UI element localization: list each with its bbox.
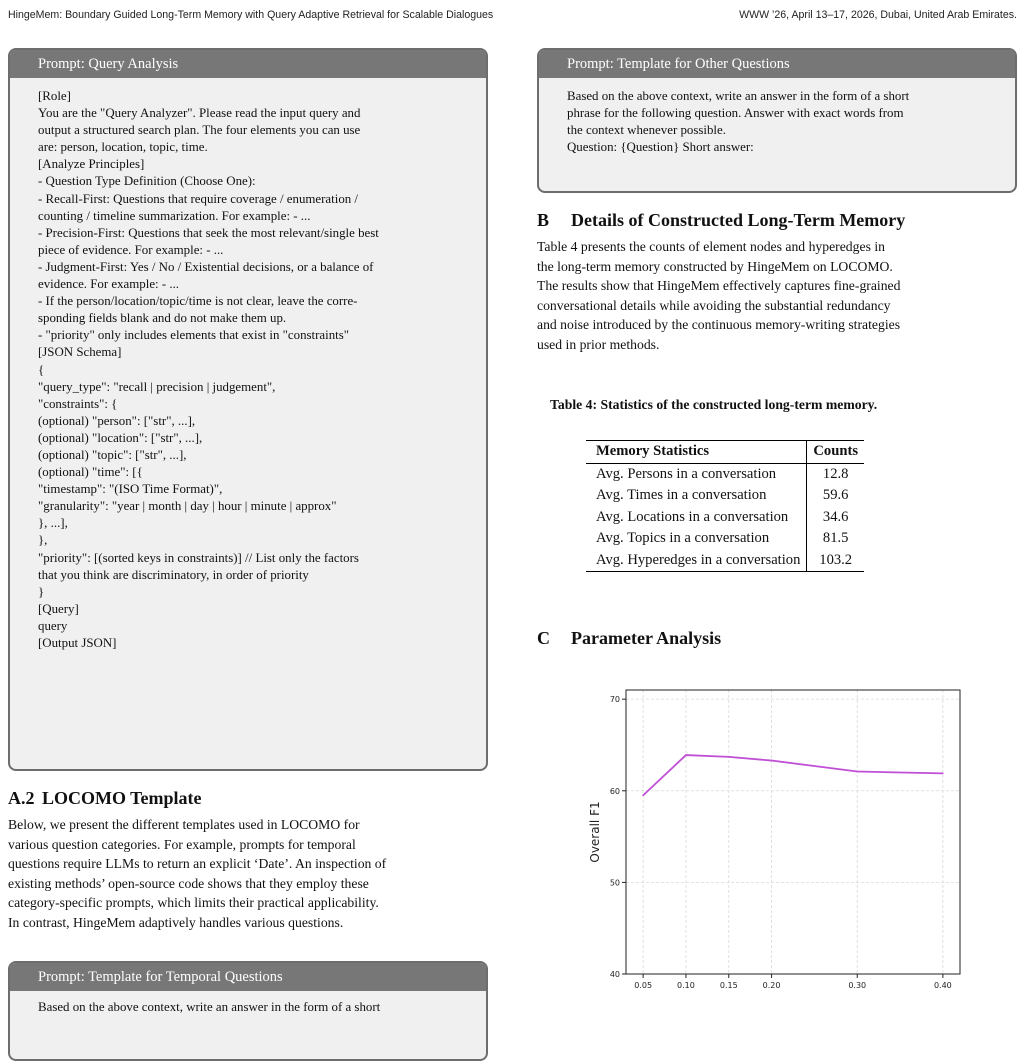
paragraph-line: Below, we present the different templates used in LOCOMO for xyxy=(8,817,360,832)
table-row xyxy=(586,485,864,507)
parameter-analysis-chart-svg xyxy=(573,680,973,1000)
prompt-line: output a structured search plan. The four elements you can use xyxy=(38,123,361,138)
data-point xyxy=(856,771,858,773)
prompt-line: [Query] xyxy=(38,601,79,616)
table-cell-statistic: Avg. Persons in a conversation xyxy=(596,465,777,482)
prompt-line: }, xyxy=(38,533,48,548)
temporal-prompt-box xyxy=(8,961,488,1061)
table-cell-statistic: Avg. Locations in a conversation xyxy=(596,508,789,525)
prompt-line: - Precision-First: Questions that seek the most relevant/single best xyxy=(38,225,379,240)
y-tick-label: 60 xyxy=(609,786,620,796)
prompt-line: "granularity": "year | month | day | hour | minute | approx" xyxy=(38,499,337,514)
prompt-line: evidence. For example: - ... xyxy=(38,277,180,292)
running-head-venue: WWW ’26, April 13–17, 2026, Dubai, United Arab Emirates. xyxy=(739,9,1017,21)
section-a2-number: A.2 xyxy=(8,788,35,808)
prompt-line: that you think are discriminatory, in order of priority xyxy=(38,567,309,582)
y-tick-label: 50 xyxy=(609,878,620,888)
section-b-paragraph xyxy=(537,237,1017,354)
section-a2-paragraph xyxy=(8,815,488,932)
table4-header-counts: Counts xyxy=(807,441,864,464)
table-cell-count: 59.6 xyxy=(807,485,864,507)
prompt-line: (optional) "location": ["str", ...], xyxy=(38,430,203,445)
prompt-line: phrase for the following question. Answer with exact words from xyxy=(567,106,904,121)
table4-caption: Table 4: Statistics of the constructed long-term memory. xyxy=(550,397,878,412)
query-analysis-prompt-body xyxy=(10,78,486,658)
section-c-heading xyxy=(537,628,721,649)
running-head-title: HingeMem: Boundary Guided Long-Term Memory with Query Adaptive Retrieval for Scalable Dialogues xyxy=(8,9,494,21)
prompt-line: [Analyze Principles] xyxy=(38,157,145,172)
temporal-prompt-title: Prompt: Template for Temporal Questions xyxy=(10,963,486,991)
prompt-line: counting / timeline summarization. For example: - ... xyxy=(38,208,311,223)
prompt-line: }, ...], xyxy=(38,516,68,531)
prompt-line: "timestamp": "(ISO Time Format)", xyxy=(38,482,223,497)
prompt-line: "constraints": { xyxy=(38,396,118,411)
section-a2-title: LOCOMO Template xyxy=(42,788,202,808)
plot-frame xyxy=(626,690,960,974)
table-row xyxy=(586,550,864,572)
table-cell-count: 12.8 xyxy=(807,463,864,485)
prompt-line: - Question Type Definition (Choose One): xyxy=(38,174,256,189)
x-tick-label: 0.40 xyxy=(933,981,952,990)
prompt-line: [Role] xyxy=(38,89,71,103)
paragraph-line: questions require LLMs to return an explicit ‘Date’. An inspection of xyxy=(8,856,387,871)
other-questions-prompt-title: Prompt: Template for Other Questions xyxy=(539,50,1015,78)
table-row xyxy=(586,463,864,485)
paragraph-line: various question categories. For example, prompts for temporal xyxy=(8,836,356,852)
data-point xyxy=(942,773,944,775)
prompt-line: (optional) "time": [{ xyxy=(38,465,143,480)
table-cell-statistic: Avg. Hyperedges in a conversation xyxy=(586,550,807,572)
series-line xyxy=(643,755,943,795)
table4 xyxy=(586,440,864,572)
prompt-line: "priority": [(sorted keys in constraints)] // List only the factors xyxy=(38,550,359,565)
paragraph-line: conversational details while avoiding the substantial redundancy xyxy=(537,297,891,313)
prompt-line: [Output JSON] xyxy=(38,636,117,650)
prompt-line: } xyxy=(38,584,45,599)
section-b-heading xyxy=(537,210,905,231)
y-tick-label: 40 xyxy=(609,970,620,979)
table-cell-count: 34.6 xyxy=(807,507,864,529)
table-row xyxy=(586,528,864,550)
paragraph-line: the long-term memory constructed by HingeMem on LOCOMO. xyxy=(537,258,893,274)
section-b-number: B xyxy=(537,210,550,230)
prompt-line: - Recall-First: Questions that require coverage / enumeration / xyxy=(38,191,359,206)
paragraph-line: existing methods’ open-source code shows that they employ these xyxy=(8,875,369,891)
prompt-line: sponding fields blank and do not make them up. xyxy=(38,311,287,326)
data-point xyxy=(771,760,773,762)
section-c-title: Parameter Analysis xyxy=(571,628,722,648)
x-tick-label: 0.15 xyxy=(719,981,738,990)
paragraph-line: and noise introduced by the continuous memory-writing strategies xyxy=(537,317,901,332)
prompt-line: are: person, location, topic, time. xyxy=(38,140,208,155)
data-point xyxy=(685,754,687,756)
x-tick-label: 0.05 xyxy=(634,981,653,990)
prompt-line: Based on the above context, write an answer in the form of a short xyxy=(567,89,910,103)
data-point xyxy=(642,795,644,797)
table-cell-statistic: Avg. Times in a conversation xyxy=(596,487,767,503)
section-a2-heading xyxy=(8,788,202,809)
prompt-line: Question: {Question} Short answer: xyxy=(567,140,754,155)
prompt-line: (optional) "topic": ["str", ...], xyxy=(38,447,187,462)
prompt-line: - Judgment-First: Yes / No / Existential decisions, or a balance of xyxy=(38,259,374,274)
section-b-title: Details of Constructed Long-Term Memory xyxy=(571,210,906,230)
parameter-analysis-chart xyxy=(573,680,973,1000)
prompt-line: - If the person/location/topic/time is not clear, leave the corre- xyxy=(38,294,358,309)
table4-header-statistic: Memory Statistics xyxy=(586,441,807,464)
paragraph-line: Table 4 presents the counts of element nodes and hyperedges in xyxy=(537,239,885,254)
temporal-prompt-body xyxy=(10,991,486,1022)
other-questions-prompt-body xyxy=(539,78,1015,162)
other-questions-prompt-box xyxy=(537,48,1017,193)
prompt-line: the context whenever possible. xyxy=(567,123,726,138)
x-tick-label: 0.10 xyxy=(677,981,695,990)
query-analysis-prompt-box xyxy=(8,48,488,771)
section-c-number: C xyxy=(537,628,550,648)
data-point xyxy=(728,756,730,758)
x-tick-label: 0.20 xyxy=(762,981,781,990)
table-cell-statistic: Avg. Topics in a conversation xyxy=(596,530,770,546)
x-tick-label: 0.30 xyxy=(848,981,867,990)
table-cell-count: 103.2 xyxy=(807,550,864,572)
paragraph-line: used in prior methods. xyxy=(537,336,660,352)
running-head xyxy=(8,6,1017,24)
prompt-line: { xyxy=(38,362,45,377)
paragraph-line: category-specific prompts, which limits their practical applicability. xyxy=(8,895,379,910)
prompt-line: "query_type": "recall | precision | judgement", xyxy=(38,379,276,394)
y-tick-label: 70 xyxy=(609,695,620,705)
prompt-line: - "priority" only includes elements that exist in "constraints" xyxy=(38,328,350,343)
prompt-line: Based on the above context, write an answer in the form of a short xyxy=(38,1000,381,1014)
paragraph-line: In contrast, HingeMem adaptively handles various questions. xyxy=(8,914,344,930)
y-axis-label: Overall F1 xyxy=(588,801,602,863)
table-row xyxy=(586,507,864,529)
prompt-line: [JSON Schema] xyxy=(38,345,122,360)
query-analysis-prompt-title: Prompt: Query Analysis xyxy=(10,50,486,78)
prompt-line: query xyxy=(38,618,68,633)
prompt-line: piece of evidence. For example: - ... xyxy=(38,242,224,257)
prompt-line: (optional) "person": ["str", ...], xyxy=(38,413,196,428)
table4-header-row xyxy=(586,441,864,464)
table-cell-count: 81.5 xyxy=(807,528,864,550)
prompt-line: You are the "Query Analyzer". Please read the input query and xyxy=(38,106,361,121)
paragraph-line: The results show that HingeMem effectively captures fine-grained xyxy=(537,278,901,293)
